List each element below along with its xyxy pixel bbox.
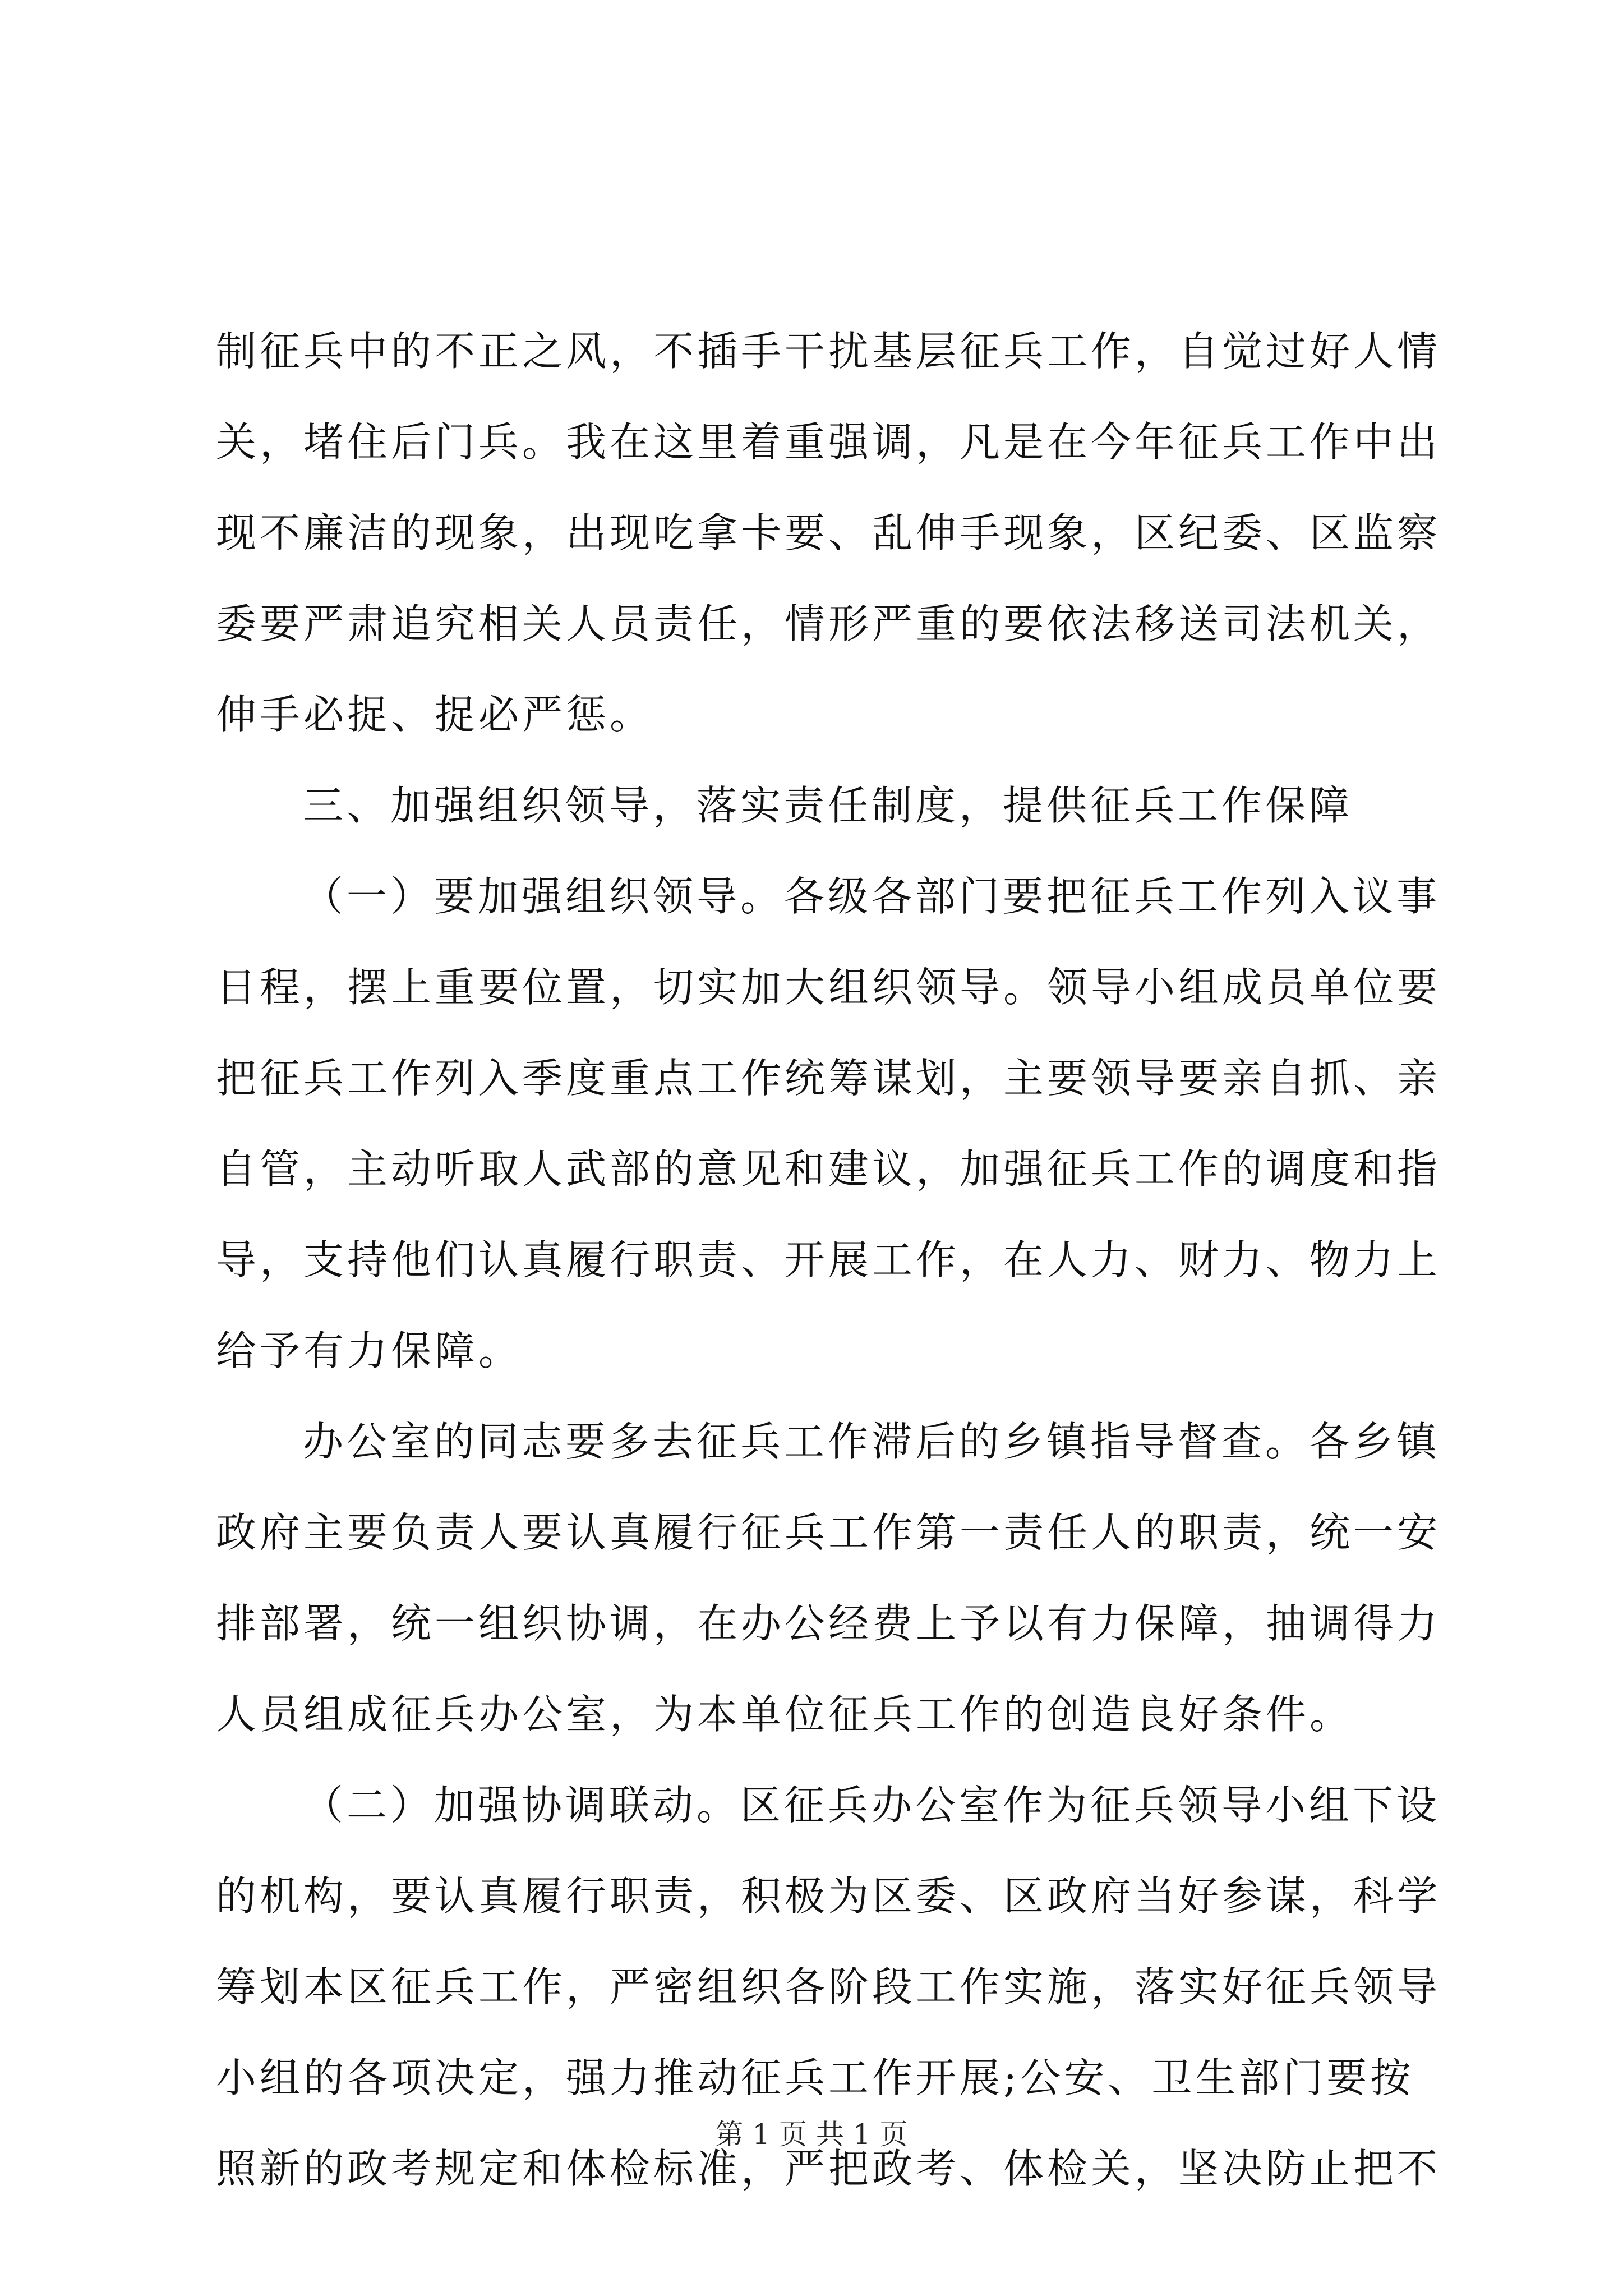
- text-line: 导，支持他们认真履行职责、开展工作，在人力、财力、物力上: [216, 1236, 1441, 1283]
- text-line: 人员组成征兵办公室，为本单位征兵工作的创造良好条件。: [216, 1691, 1354, 1738]
- text-line: 制征兵中的不正之风，不插手干扰基层征兵工作，自觉过好人情: [216, 328, 1441, 375]
- text-line: 小组的各项决定，强力推动征兵工作开展;公安、卫生部门要按: [216, 2054, 1414, 2101]
- text-line: 筹划本区征兵工作，严密组织各阶段工作实施，落实好征兵领导: [216, 1963, 1441, 2010]
- text-line: 现不廉洁的现象，出现吃拿卡要、乱伸手现象，区纪委、区监察: [216, 509, 1441, 556]
- text-line: 的机构，要认真履行职责，积极为区委、区政府当好参谋，科学: [216, 1872, 1441, 1920]
- text-line: 办公室的同志要多去征兵工作滞后的乡镇指导督查。各乡镇: [303, 1418, 1441, 1465]
- text-line: 政府主要负责人要认真履行征兵工作第一责任人的职责，统一安: [216, 1509, 1441, 1556]
- text-line: 日程，摆上重要位置，切实加大组织领导。领导小组成员单位要: [216, 964, 1441, 1011]
- text-line: 把征兵工作列入季度重点工作统筹谋划，主要领导要亲自抓、亲: [216, 1055, 1441, 1102]
- text-line: 排部署，统一组织协调，在办公经费上予以有力保障，抽调得力: [216, 1600, 1441, 1647]
- text-line: 伸手必捉、捉必严惩。: [216, 691, 654, 738]
- text-line: 照新的政考规定和体检标准，严把政考、体检关，坚决防止把不: [216, 2145, 1441, 2192]
- page-footer: 第 1 页 共 1 页: [715, 2118, 908, 2151]
- text-line: （二）加强协调联动。区征兵办公室作为征兵领导小组下设: [303, 1782, 1441, 1829]
- text-line: （一）要加强组织领导。各级各部门要把征兵工作列入议事: [303, 873, 1441, 920]
- document-body: [216, 306, 1441, 2214]
- text-line: 三、加强组织领导，落实责任制度，提供征兵工作保障: [303, 782, 1353, 829]
- text-line: 委要严肃追究相关人员责任，情形严重的要依法移送司法机关，: [216, 600, 1441, 647]
- text-line: 关，堵住后门兵。我在这里着重强调，凡是在今年征兵工作中出: [216, 418, 1441, 466]
- text-line: 自管，主动听取人武部的意见和建议，加强征兵工作的调度和指: [216, 1145, 1441, 1193]
- text-line: 给予有力保障。: [216, 1327, 523, 1374]
